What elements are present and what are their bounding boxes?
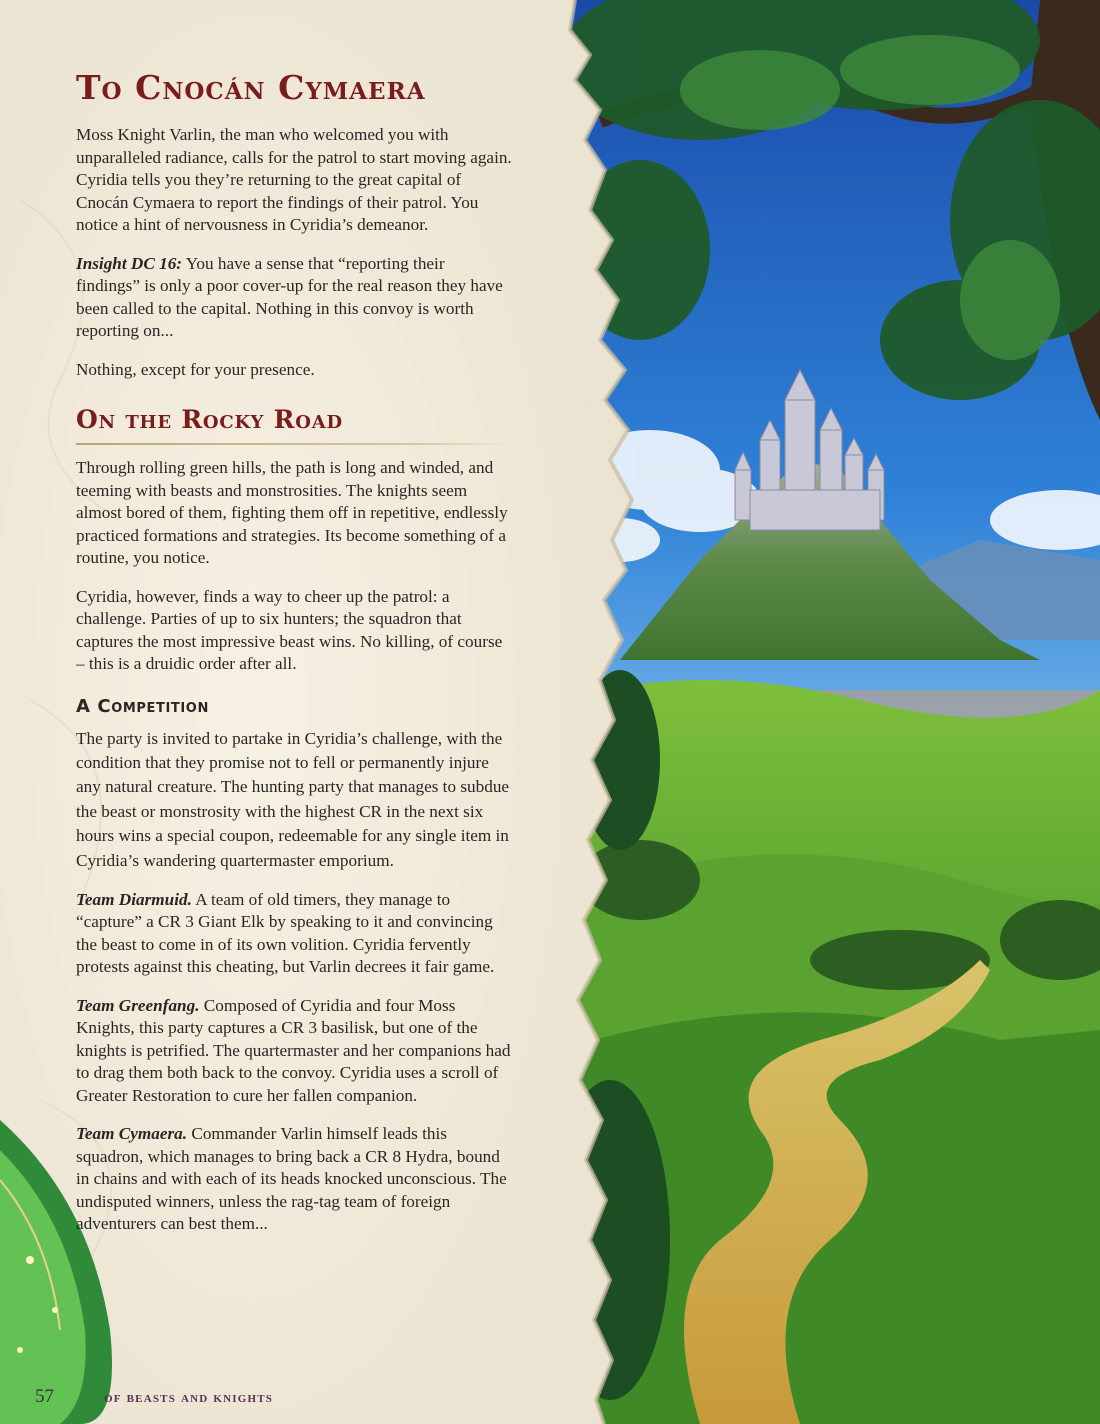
team-text: Commander Varlin himself leads this squadron, which manages to bring back a CR 8 Hydra, bound in chains and with each of its heads knocked unconscious. The undisputed winners, unless the rag-tag team of foreign adventurers can best them...	[76, 1124, 507, 1234]
team-text: A team of old timers, they manage to “capture” a CR 3 Giant Elk by speaking to it and convincing the beast to come in of its own volition. Cyridia fervently protests against this cheating, but Varlin decrees it fair game.	[76, 889, 495, 977]
team-paragraph-cymaera	[76, 1123, 512, 1236]
insight-text: You have a sense that “reporting their findings” is only a poor cover-up for the real reason they have been called to the capital. Nothing in this convoy is worth reporting on...	[76, 253, 503, 340]
road-paragraph-2: Cyridia, however, finds a way to cheer up the patrol: a challenge. Parties of up to six hunters; the squadron that captures the most impressive beast wins. No killing, of course – this is a druidic order after all.	[76, 586, 503, 673]
page-number: 57	[35, 1386, 54, 1407]
road-paragraph-1: Through rolling green hills, the path is long and winded, and teeming with beasts and monstrosities. The knights seem almost bored of them, fighting them off in repetitive, endlessly practiced formations and strategies. Its become something of a routine, you notice.	[76, 458, 508, 567]
team-name: Team Diarmuid.	[76, 889, 192, 909]
team-text: Composed of Cyridia and four Moss Knights, this party captures a CR 3 basilisk, but one of the knights is petrified. The quartermaster and her companions had to drag them both back to the convoy. Cyridia uses a scroll of Greater Restoration to cure her fallen companion.	[76, 995, 511, 1105]
subsection-title: On the Rocky Road	[76, 405, 343, 434]
presence-line: Nothing, except for your presence.	[76, 359, 315, 379]
book-title-footer: of beasts and knights	[104, 1390, 274, 1406]
team-paragraph-diarmuid	[76, 889, 512, 979]
section-title: To Cnocán Cymaera	[76, 68, 426, 107]
text-column	[76, 66, 512, 1252]
subsection-rule	[76, 443, 508, 445]
team-paragraph-greenfang	[76, 995, 512, 1108]
competition-heading: A Competition	[76, 695, 209, 717]
insight-label: Insight DC 16:	[76, 253, 183, 273]
competition-paragraph: The party is invited to partake in Cyridia’s challenge, with the condition that they promise not to fell or permanently injure any natural creature. The hunting party that manages to subdue the beast or monstrosity with the highest CR in the next six hours wins a special coupon, redeemable for any single item in Cyridia’s wandering quartermaster emporium.	[76, 728, 510, 870]
team-name: Team Greenfang.	[76, 995, 200, 1015]
intro-paragraph: Moss Knight Varlin, the man who welcomed you with unparalleled radiance, calls for the patrol to start moving again. Cyridia tells you they’re returning to the great capital of Cnocán Cymaera to report the findings of their patrol. You notice a hint of nervousness in Cyridia’s demeanor.	[76, 125, 512, 234]
insight-paragraph	[76, 253, 512, 343]
team-name: Team Cymaera.	[76, 1124, 188, 1144]
